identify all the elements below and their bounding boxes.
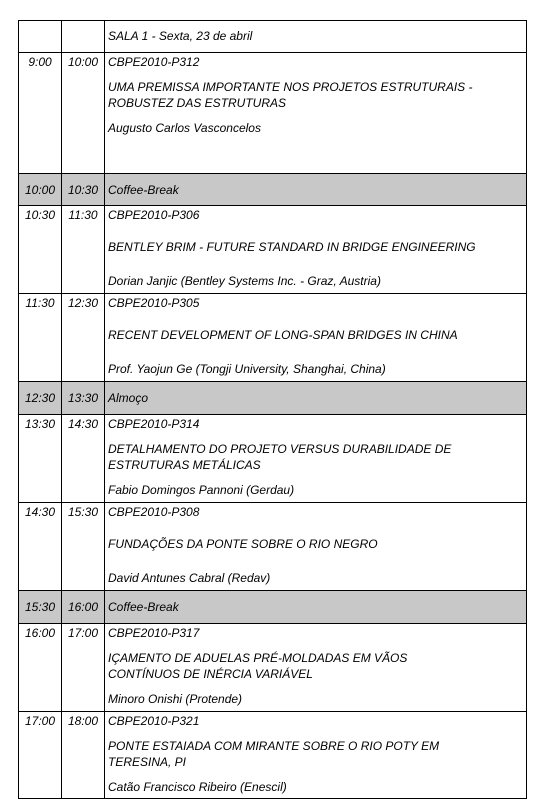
end-time: 10:00 [62, 53, 105, 174]
break-label: Coffee-Break [105, 174, 527, 206]
start-time: 14:30 [19, 503, 62, 591]
session-content [105, 206, 527, 294]
end-time: 11:30 [62, 206, 105, 294]
session-title [108, 650, 524, 682]
header-blank-start [19, 21, 62, 53]
session-row [19, 712, 527, 799]
start-time: 9:00 [19, 53, 62, 174]
break-row [19, 591, 527, 624]
session-title-line: ROBUSTEZ DAS ESTRUTURAS [108, 96, 287, 110]
session-title [108, 441, 524, 473]
session-row [19, 206, 527, 294]
session-content [105, 415, 527, 503]
session-title-line: CONTÍNUOS DE INÉRCIA VARIÁVEL [108, 667, 313, 681]
end-time: 14:30 [62, 415, 105, 503]
break-label: Almoço [105, 382, 527, 415]
session-row [19, 415, 527, 503]
session-code: CBPE2010-P312 [108, 55, 200, 69]
schedule-table [18, 20, 527, 799]
break-row [19, 174, 527, 206]
session-title-line: UMA PREMISSA IMPORTANTE NOS PROJETOS ESTRUTURAIS - [108, 80, 473, 94]
session-row [19, 294, 527, 382]
end-time: 13:30 [62, 382, 105, 415]
session-code: CBPE2010-P306 [108, 208, 200, 222]
start-time: 15:30 [19, 591, 62, 624]
session-code: CBPE2010-P308 [108, 505, 200, 519]
header-blank-end [62, 21, 105, 53]
session-title-line: TERESINA, PI [108, 755, 187, 769]
end-time: 15:30 [62, 503, 105, 591]
session-code: CBPE2010-P321 [108, 714, 200, 728]
session-speaker: Augusto Carlos Vasconcelos [108, 121, 261, 135]
start-time: 11:30 [19, 294, 62, 382]
start-time: 17:00 [19, 712, 62, 799]
end-time: 12:30 [62, 294, 105, 382]
session-speaker: Dorian Janjic (Bentley Systems Inc. - Graz, Austria) [108, 274, 381, 288]
session-code: CBPE2010-P314 [108, 417, 200, 431]
room-day-heading: SALA 1 - Sexta, 23 de abril [105, 21, 527, 53]
session-row [19, 503, 527, 591]
session-title-line: IÇAMENTO DE ADUELAS PRÉ-MOLDADAS EM VÃOS [108, 651, 408, 665]
session-title-line: FUNDAÇÕES DA PONTE SOBRE O RIO NEGRO [108, 537, 378, 551]
end-time: 18:00 [62, 712, 105, 799]
break-row [19, 382, 527, 415]
start-time: 10:00 [19, 174, 62, 206]
session-title-line: PONTE ESTAIADA COM MIRANTE SOBRE O RIO POTY EM [108, 739, 440, 753]
session-title-line: BENTLEY BRIM - FUTURE STANDARD IN BRIDGE ENGINEERING [108, 240, 476, 254]
session-content [105, 624, 527, 712]
start-time: 13:30 [19, 415, 62, 503]
session-speaker: Minoro Onishi (Protende) [108, 692, 243, 706]
session-content [105, 53, 527, 174]
end-time: 17:00 [62, 624, 105, 712]
session-content [105, 503, 527, 591]
session-row [19, 53, 527, 174]
session-title-line: ESTRUTURAS METÁLICAS [108, 458, 261, 472]
start-time: 12:30 [19, 382, 62, 415]
session-title [108, 536, 524, 552]
end-time: 16:00 [62, 591, 105, 624]
session-title-line: DETALHAMENTO DO PROJETO VERSUS DURABILIDADE DE [108, 442, 452, 456]
session-title [108, 738, 524, 770]
start-time: 16:00 [19, 624, 62, 712]
session-speaker: Prof. Yaojun Ge (Tongji University, Shanghai, China) [108, 362, 386, 376]
session-title [108, 239, 524, 255]
header-row [19, 21, 527, 53]
session-title [108, 327, 524, 343]
session-speaker: David Antunes Cabral (Redav) [108, 571, 271, 585]
session-content [105, 712, 527, 799]
session-code: CBPE2010-P305 [108, 296, 200, 310]
end-time: 10:30 [62, 174, 105, 206]
session-row [19, 624, 527, 712]
session-speaker: Catão Francisco Ribeiro (Enescil) [108, 780, 287, 794]
session-content [105, 294, 527, 382]
session-title-line: RECENT DEVELOPMENT OF LONG-SPAN BRIDGES IN CHINA [108, 328, 458, 342]
start-time: 10:30 [19, 206, 62, 294]
break-label: Coffee-Break [105, 591, 527, 624]
session-speaker: Fabio Domingos Pannoni (Gerdau) [108, 483, 295, 497]
session-title [108, 79, 524, 111]
session-code: CBPE2010-P317 [108, 626, 200, 640]
